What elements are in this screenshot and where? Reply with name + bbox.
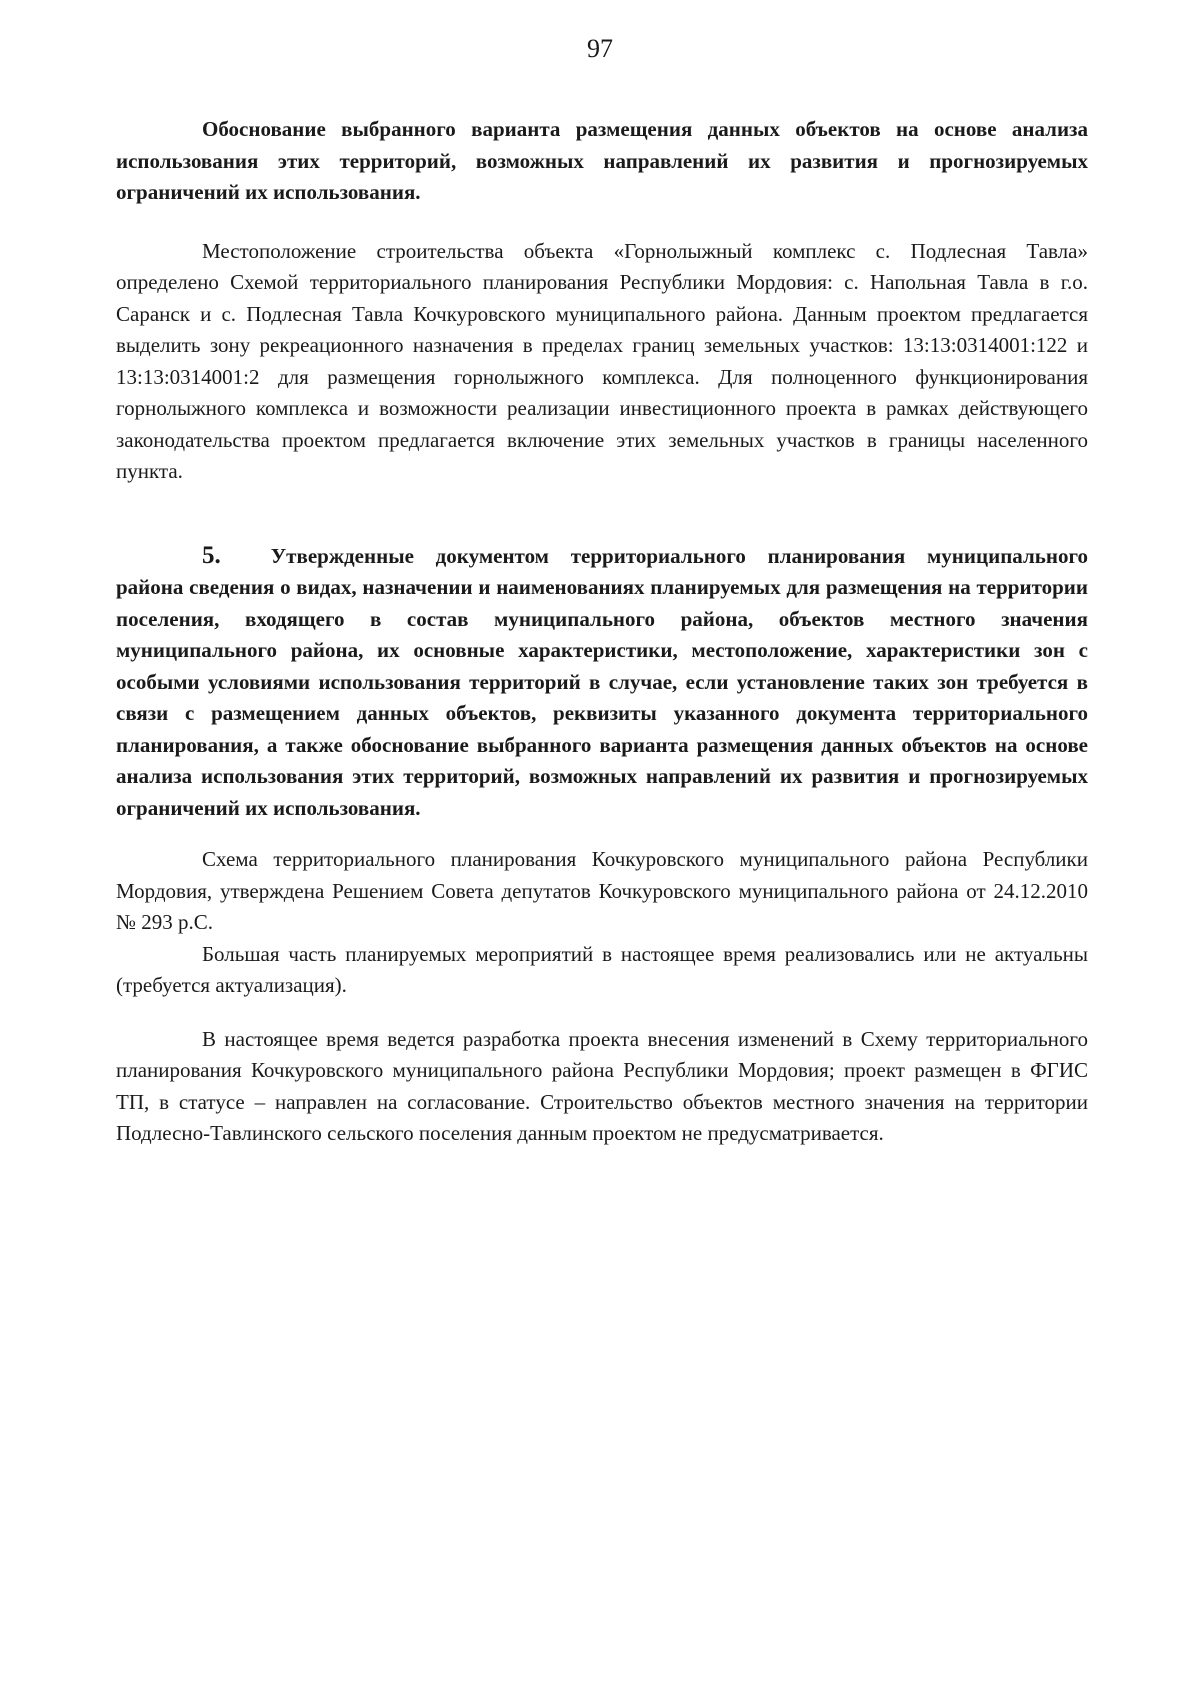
page-number: 97 bbox=[587, 34, 613, 63]
justification-heading: Обоснование выбранного варианта размещения данных объектов на основе анализа использования этих территорий, возможных направлений их развития и прогнозируемых ограничений их использования. bbox=[116, 117, 1088, 204]
paragraph-development: В настоящее время ведется разработка проекта внесения изменений в Схему территориального планирования Кочкуровского муниципального района Республики Мордовия; проект размещен в ФГИС ТП, в статусе – направлен на согласование. Строительство объектов местного значения на территории Подлесно-Тавлинского сельского поселения данным проектом не предусматривается. bbox=[116, 1026, 1088, 1145]
paragraph-location: Местоположение строительства объекта «Горнолыжный комплекс с. Подлесная Тавла» определено Схемой территориального планирования Республики Мордовия: с. Напольная Тавла в г.о. Саранск и с. Подлесная Тавла Кочкуровского муниципального района. Данным проектом предлагается выделить зону рекреационного назначения в пределах границ земельных участков: 13:13:0314001:122 и 13:13:0314001:2 для размещения горнолыжного комплекса. Для полноценного функционирования горнолыжного комплекса и возможности реализации инвестиционного проекта в рамках действующего законодательства проектом предлагается включение этих земельных участков в границы населенного пункта. bbox=[116, 238, 1088, 483]
section-heading-text: Утвержденные документом территориального планирования муниципального района сведения о видах, назначении и наименованиях планируемых для размещения на территории поселения, входящего в состав муниципального района, объектов местного значения муниципального района, их основные характеристики, местоположение, характеристики зон с особыми условиями использования территорий в случае, если установление таких зон требуется в связи с размещением данных объектов, реквизиты указанного документа территориального планирования, а также обоснование выбранного варианта размещения данных объектов на основе анализа использования этих территорий, возможных направлений их развития и прогнозируемых ограничений их использования. bbox=[116, 543, 1088, 820]
section-number: 5. bbox=[202, 541, 221, 569]
paragraph-activities: Большая часть планируемых мероприятий в настоящее время реализовались или не актуальны (требуется актуализация). bbox=[116, 941, 1088, 997]
section-5-heading bbox=[116, 540, 1088, 825]
paragraph-scheme: Схема территориального планирования Кочкуровского муниципального района Республики Мордовия, утверждена Решением Совета депутатов Кочкуровского муниципального района от 24.12.2010 № 293 р.С. bbox=[116, 847, 1088, 934]
page-content bbox=[116, 114, 1088, 1150]
